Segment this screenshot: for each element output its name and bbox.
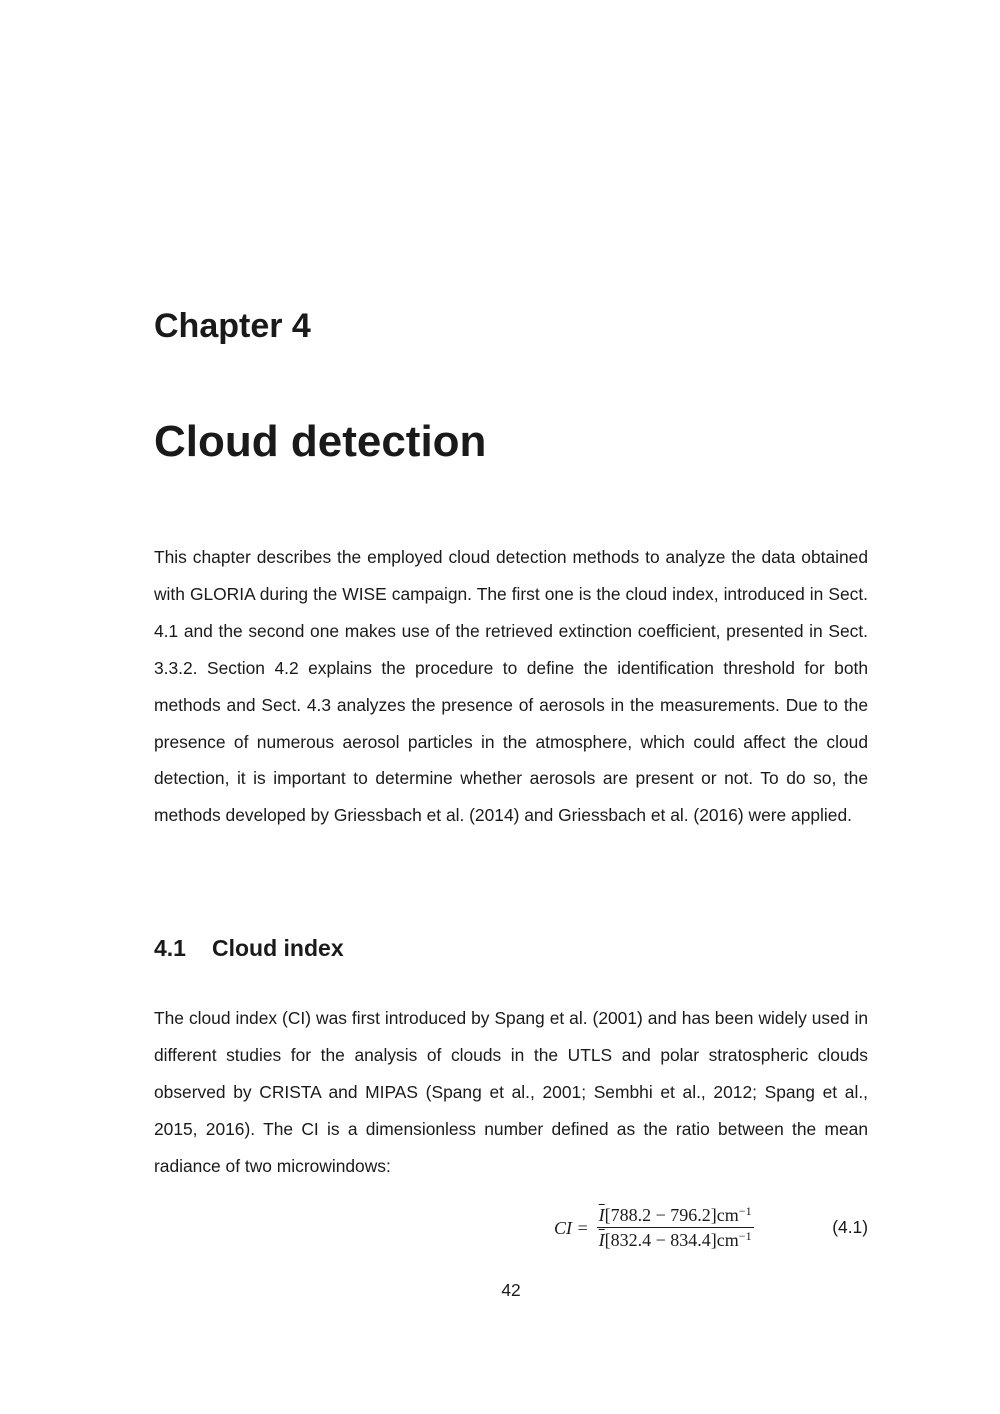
section-title: Cloud index [212,935,344,961]
section-heading [154,935,344,963]
denominator-mean-radiance-symbol: $\overline{I}$ [598,1230,605,1250]
numerator-exponent: −1 [738,1204,752,1218]
numerator-range: [788.2 − 796.2]cm [604,1205,739,1225]
equation-numerator [597,1204,754,1228]
equation-denominator [597,1228,754,1251]
denominator-exponent: −1 [738,1229,752,1243]
page-number: 42 [501,1280,521,1300]
equation-lhs: CI = [554,1218,589,1238]
equation-body [554,1204,754,1251]
intro-paragraph: This chapter describes the employed cloud detection methods to analyze the data obtained with GLORIA during the WISE campaign. The first one is the cloud index, introduced in Sect. 4.1 and the second one makes use of the retrieved extinction coefficient, presented in Sect. 3.3.2. Section 4.2 explains the procedure to define the identification threshold for both methods and Sect. 4.3 analyzes the presence of aerosols in the measurements. Due to the presence of numerous aerosol particles in the atmosphere, which could affect the cloud detection, it is important to determine whether aerosols are present or not. To do so, the methods developed by Griessbach et al. (2014) and Griessbach et al. (2016) were applied. [154,547,868,826]
chapter-title: Cloud detection [154,417,487,466]
equation-fraction [597,1204,754,1251]
denominator-range: [832.4 − 834.4]cm [604,1230,739,1250]
section-number: 4.1 [154,935,186,961]
equation-cloud-index [154,1204,868,1264]
cloud-index-paragraph: The cloud index (CI) was first introduced by Spang et al. (2001) and has been widely used in different studies for the analysis of clouds in the UTLS and polar stratospheric clouds observed by CRISTA and MIPAS (Spang et al., 2001; Sembhi et al., 2012; Spang et al., 2015, 2016). The CI is a dimensionless number defined as the ratio between the mean radiance of two microwindows: [154,1008,868,1176]
chapter-label: Chapter 4 [154,307,311,345]
numerator-mean-radiance-symbol: $\overline{I}$ [598,1205,605,1225]
equation-number: (4.1) [832,1217,868,1237]
